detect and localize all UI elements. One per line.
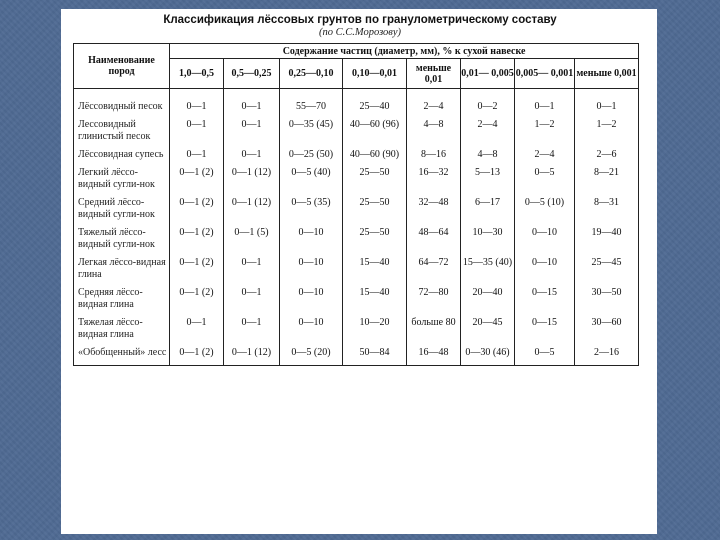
cell-col-7: 0—15 (515, 287, 575, 317)
cell-col-1: 0—1 (2) (170, 197, 224, 227)
cell-col-8: 8—21 (575, 167, 639, 197)
cell-col-5: больше 80 (407, 317, 461, 347)
header-col-6: 0,01— 0,005 (461, 59, 515, 89)
header-rock-name: Наименование пород (74, 44, 170, 89)
cell-col-6: 20—40 (461, 287, 515, 317)
row-rock-name: Средняя лёссо-видная глина (74, 287, 170, 317)
header-col-8: меньше 0,001 (575, 59, 639, 89)
cell-col-1: 0—1 (2) (170, 287, 224, 317)
cell-col-5: 64—72 (407, 257, 461, 287)
cell-col-7: 0—5 (10) (515, 197, 575, 227)
cell-col-8: 25—45 (575, 257, 639, 287)
cell-col-1: 0—1 (170, 149, 224, 167)
cell-col-2: 0—1 (224, 287, 280, 317)
cell-col-4: 50—84 (343, 347, 407, 366)
header-col-3: 0,25—0,10 (280, 59, 343, 89)
row-rock-name: Легкий лёссо-видный сугли-нок (74, 167, 170, 197)
cell-col-3: 0—10 (280, 317, 343, 347)
cell-col-1: 0—1 (170, 119, 224, 149)
cell-col-6: 0—30 (46) (461, 347, 515, 366)
cell-col-7: 1—2 (515, 119, 575, 149)
cell-col-6: 20—45 (461, 317, 515, 347)
cell-col-4: 25—50 (343, 167, 407, 197)
cell-col-8: 2—16 (575, 347, 639, 366)
cell-col-2: 0—1 (224, 149, 280, 167)
cell-col-8: 30—50 (575, 287, 639, 317)
table-row (74, 149, 639, 167)
cell-col-3: 0—25 (50) (280, 149, 343, 167)
row-rock-name: Тяжелый лёссо-видный сугли-нок (74, 227, 170, 257)
cell-col-8: 0—1 (575, 89, 639, 120)
page-subtitle: (по С.С.Морозову) (318, 27, 401, 38)
cell-col-2: 0—1 (12) (224, 197, 280, 227)
cell-col-4: 15—40 (343, 257, 407, 287)
cell-col-4: 25—50 (343, 227, 407, 257)
table-row (74, 347, 639, 366)
cell-col-7: 2—4 (515, 149, 575, 167)
cell-col-4: 40—60 (96) (343, 119, 407, 149)
header-col-5: меньше 0,01 (407, 59, 461, 89)
row-rock-name: Лёссовидная супесь (74, 149, 170, 167)
cell-col-5: 8—16 (407, 149, 461, 167)
row-rock-name: «Обобщенный» лесс (74, 347, 170, 366)
cell-col-4: 15—40 (343, 287, 407, 317)
cell-col-5: 4—8 (407, 119, 461, 149)
cell-col-6: 10—30 (461, 227, 515, 257)
cell-col-7: 0—5 (515, 167, 575, 197)
cell-col-3: 0—10 (280, 257, 343, 287)
table-body (74, 89, 639, 366)
cell-col-2: 0—1 (224, 317, 280, 347)
document-page (61, 9, 657, 534)
table-row (74, 227, 639, 257)
cell-col-3: 0—5 (40) (280, 167, 343, 197)
header-col-7: 0,005— 0,001 (515, 59, 575, 89)
cell-col-7: 0—10 (515, 227, 575, 257)
cell-col-6: 15—35 (40) (461, 257, 515, 287)
cell-col-5: 72—80 (407, 287, 461, 317)
cell-col-6: 4—8 (461, 149, 515, 167)
cell-col-3: 55—70 (280, 89, 343, 120)
cell-col-2: 0—1 (5) (224, 227, 280, 257)
table-row (74, 89, 639, 120)
table-row (74, 119, 639, 149)
cell-col-6: 6—17 (461, 197, 515, 227)
cell-col-5: 32—48 (407, 197, 461, 227)
cell-col-1: 0—1 (2) (170, 227, 224, 257)
cell-col-1: 0—1 (2) (170, 167, 224, 197)
cell-col-3: 0—5 (35) (280, 197, 343, 227)
cell-col-5: 2—4 (407, 89, 461, 120)
cell-col-5: 16—32 (407, 167, 461, 197)
cell-col-7: 0—15 (515, 317, 575, 347)
cell-col-8: 19—40 (575, 227, 639, 257)
row-rock-name: Легкая лёссо-видная глина (74, 257, 170, 287)
table-row (74, 167, 639, 197)
cell-col-3: 0—35 (45) (280, 119, 343, 149)
header-col-4: 0,10—0,01 (343, 59, 407, 89)
cell-col-4: 25—50 (343, 197, 407, 227)
header-col-1: 1,0—0,5 (170, 59, 224, 89)
classification-table (73, 43, 639, 366)
table-row (74, 287, 639, 317)
cell-col-4: 10—20 (343, 317, 407, 347)
cell-col-6: 5—13 (461, 167, 515, 197)
cell-col-8: 2—6 (575, 149, 639, 167)
row-rock-name: Средний лёссо-видный сугли-нок (74, 197, 170, 227)
cell-col-8: 1—2 (575, 119, 639, 149)
header-particle-content: Содержание частиц (диаметр, мм), % к сухой навеске (170, 44, 639, 59)
cell-col-5: 16—48 (407, 347, 461, 366)
cell-col-4: 40—60 (90) (343, 149, 407, 167)
cell-col-4: 25—40 (343, 89, 407, 120)
cell-col-8: 30—60 (575, 317, 639, 347)
cell-col-7: 0—10 (515, 257, 575, 287)
cell-col-2: 0—1 (224, 119, 280, 149)
cell-col-7: 0—5 (515, 347, 575, 366)
cell-col-3: 0—10 (280, 227, 343, 257)
cell-col-2: 0—1 (224, 257, 280, 287)
header-col-2: 0,5—0,25 (224, 59, 280, 89)
table-row (74, 257, 639, 287)
table-row (74, 317, 639, 347)
cell-col-7: 0—1 (515, 89, 575, 120)
table-row (74, 197, 639, 227)
cell-col-1: 0—1 (170, 317, 224, 347)
cell-col-6: 0—2 (461, 89, 515, 120)
page-title: Классификация лёссовых грунтов по гранулометрическому составу (163, 14, 557, 26)
cell-col-3: 0—10 (280, 287, 343, 317)
cell-col-6: 2—4 (461, 119, 515, 149)
cell-col-8: 8—31 (575, 197, 639, 227)
cell-col-2: 0—1 (12) (224, 347, 280, 366)
row-rock-name: Лессовидный глинистый песок (74, 119, 170, 149)
cell-col-5: 48—64 (407, 227, 461, 257)
cell-col-1: 0—1 (170, 89, 224, 120)
row-rock-name: Лёссовидный песок (74, 89, 170, 120)
cell-col-2: 0—1 (12) (224, 167, 280, 197)
row-rock-name: Тяжелая лёссо-видная глина (74, 317, 170, 347)
cell-col-2: 0—1 (224, 89, 280, 120)
cell-col-1: 0—1 (2) (170, 257, 224, 287)
cell-col-1: 0—1 (2) (170, 347, 224, 366)
cell-col-3: 0—5 (20) (280, 347, 343, 366)
